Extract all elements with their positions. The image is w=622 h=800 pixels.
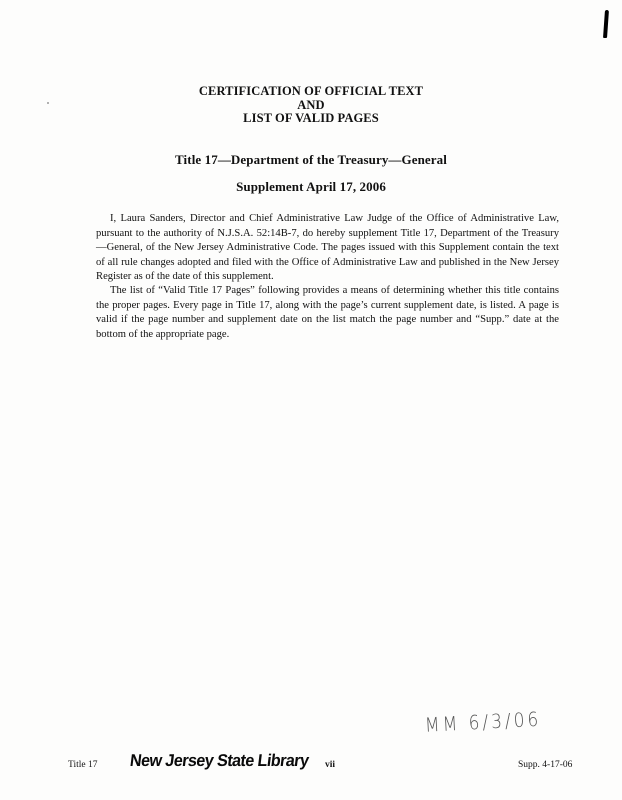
page-number: vii — [325, 760, 336, 770]
valid-pages-paragraph: The list of “Valid Title 17 Pages” following provides a means of determining whether this title contains the proper pages. Every page in Title 17, along with the page’s current supplement date, is listed. A page is valid if the page number and supplement date on the list match the page number and “Supp.” date at the bottom of the appropriate page. — [96, 285, 559, 340]
footer-supp-date: Supp. 4-17-06 — [518, 760, 573, 770]
certification-title: CERTIFICATION OF OFFICIAL TEXT — [198, 84, 424, 98]
handwritten-initials-date: MM 6/3/06 — [424, 708, 542, 738]
certification-title-conjunction: AND — [297, 98, 325, 112]
footer-title-ref: Title 17 — [68, 760, 98, 770]
title-department-heading: Title 17—Department of the Treasury—General — [175, 152, 447, 167]
valid-pages-title: LIST OF VALID PAGES — [243, 111, 379, 125]
supplement-date-heading: Supplement April 17, 2006 — [236, 179, 386, 194]
certification-paragraph: I, Laura Sanders, Director and Chief Administrative Law Judge of the Office of Administrative Law, pursuant to the authority of N.J.S.A. 52:14B-7, do hereby supplement Title 17, Department of the Treasury—General, of the New Jersey Administrative Code. The pages issued with this Supplement contain the text of all rule changes adopted and filed with the Office of Administrative Law and published in the New Jersey Register as of the date of this supplement. — [96, 213, 559, 283]
library-stamp: New Jersey State Library — [128, 751, 310, 770]
scan-corner-mark — [603, 10, 609, 38]
